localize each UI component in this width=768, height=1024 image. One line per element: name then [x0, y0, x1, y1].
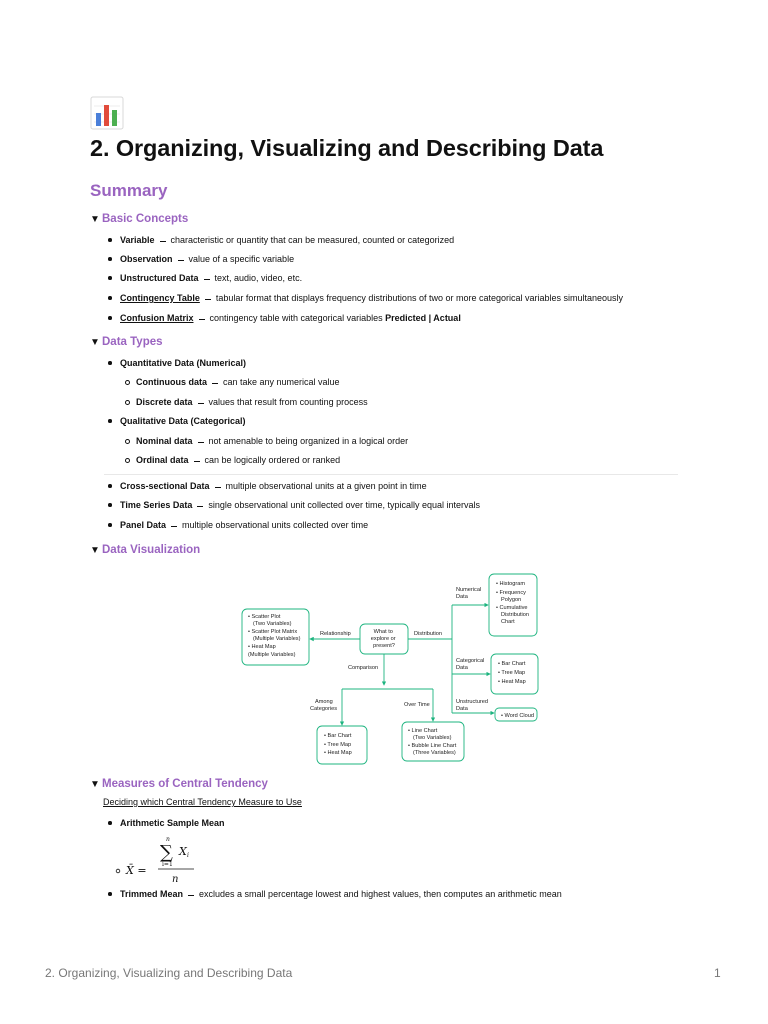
comparison-label: Comparison [348, 665, 379, 671]
list-item: Cross-sectional Data multiple observational units at a given point in time [120, 481, 427, 491]
center-line: What to [373, 629, 393, 635]
relationship-label: Relationship [320, 631, 351, 637]
divider [104, 474, 678, 475]
toggle-data-visualization[interactable]: ▼ Data Visualization [90, 544, 201, 556]
formula-sub: i [187, 852, 189, 859]
central-tendency-link[interactable]: Deciding which Central Tendency Measure to Use [103, 797, 302, 807]
confusion-matrix-link[interactable]: Confusion Matrix [120, 313, 194, 323]
distribution-label: Distribution [414, 631, 442, 637]
list-item: Observation value of a specific variable [120, 254, 295, 264]
svg-text:Unstructured Data: Unstructured Data [456, 699, 489, 712]
svg-text:• Line Chart (Two Variable: • Line Chart (Two Variables) • Bubble Line Chart (Three Variables) [408, 728, 457, 756]
list-item: Confusion Matrix contingency table with categorical variables Predicted | Actual [120, 313, 461, 323]
list-item: Arithmetic Sample Mean [120, 818, 225, 828]
mean-formula [110, 836, 230, 886]
svg-text:Among Categories: Among Categories [310, 699, 338, 712]
center-line: present? [373, 643, 395, 649]
center-line: explore or [370, 636, 396, 642]
summary-heading: Summary [90, 181, 168, 200]
list-item: Continuous data can take any numerical value [136, 377, 340, 387]
svg-text:• Histogram • Frequency: • Histogram • Frequency Polygon • Cumulative Distribution Chart [496, 581, 529, 625]
toggle-triangle-icon[interactable]: ▼ [90, 214, 100, 225]
formula-term: X [179, 845, 187, 858]
formula-sum-bottom: i=1 [162, 861, 173, 868]
toggle-central-tendency[interactable]: ▼ Measures of Central Tendency [90, 778, 268, 790]
chart-selection-flowchart [240, 572, 540, 766]
formula-denominator: n [172, 874, 179, 885]
page-number: 1 [714, 966, 721, 980]
list-item: Discrete data values that result from counting process [136, 397, 368, 407]
svg-text:Numerical Data: Numerical Data [456, 587, 482, 600]
list-item: Trimmed Mean excludes a small percentage lowest and highest values, then computes an arithmetic mean [120, 889, 562, 899]
toggle-basic-concepts[interactable]: ▼ Basic Concepts [90, 213, 189, 225]
list-item: Unstructured Data text, audio, video, etc. [120, 273, 303, 283]
list-item: Nominal data not amenable to being organized in a logical order [136, 436, 409, 446]
list-item: Contingency Table tabular format that displays frequency distributions of two or more categorical variables simultaneously [120, 293, 624, 303]
toggle-triangle-icon[interactable]: ▼ [90, 779, 100, 790]
toggle-data-types[interactable]: ▼ Data Types [90, 336, 163, 348]
list-item: Variable characteristic or quantity that can be measured, counted or categorized [120, 235, 455, 245]
list-item: Ordinal data can be logically ordered or ranked [136, 455, 341, 465]
sigma-icon: ∑ [160, 842, 173, 863]
list-item: Panel Data multiple observational units collected over time [120, 520, 369, 530]
list-item: Quantitative Data (Numerical) [120, 358, 247, 368]
formula-lhs: X̄ = [126, 864, 147, 877]
list-item: Qualitative Data (Categorical) [120, 416, 246, 426]
footer-title: 2. Organizing, Visualizing and Describing Data [45, 966, 293, 980]
over-time-label: Over Time [404, 702, 430, 708]
toggle-triangle-icon[interactable]: ▼ [90, 545, 100, 556]
contingency-table-link[interactable]: Contingency Table [120, 293, 200, 303]
svg-text:• Word Cloud: • Word Cloud [501, 713, 534, 719]
toggle-triangle-icon[interactable]: ▼ [90, 337, 100, 348]
list-item: Time Series Data single observational unit collected over time, typically equal intervals [120, 500, 481, 510]
formula-sum-top: n [166, 836, 170, 843]
page-title: 2. Organizing, Visualizing and Describing Data [90, 135, 604, 161]
svg-text:What to explore or pre [371, 629, 397, 649]
svg-text:• Scatter Plot (Two Variab: • Scatter Plot (Two Variables) • Scatter Plot Matrix (Multiple Variables) • Heat Map (Multiple Variables) [248, 614, 301, 658]
svg-text:Categorical Data: Categorical Data [456, 658, 485, 671]
svg-text:• Bar Chart • Tree Map: • Bar Chart • Tree Map • Heat Map [324, 733, 352, 756]
bar-chart-emoji-icon [90, 96, 124, 130]
svg-text:• Bar Chart • Tree Map: • Bar Chart • Tree Map • Heat Map [498, 661, 526, 685]
